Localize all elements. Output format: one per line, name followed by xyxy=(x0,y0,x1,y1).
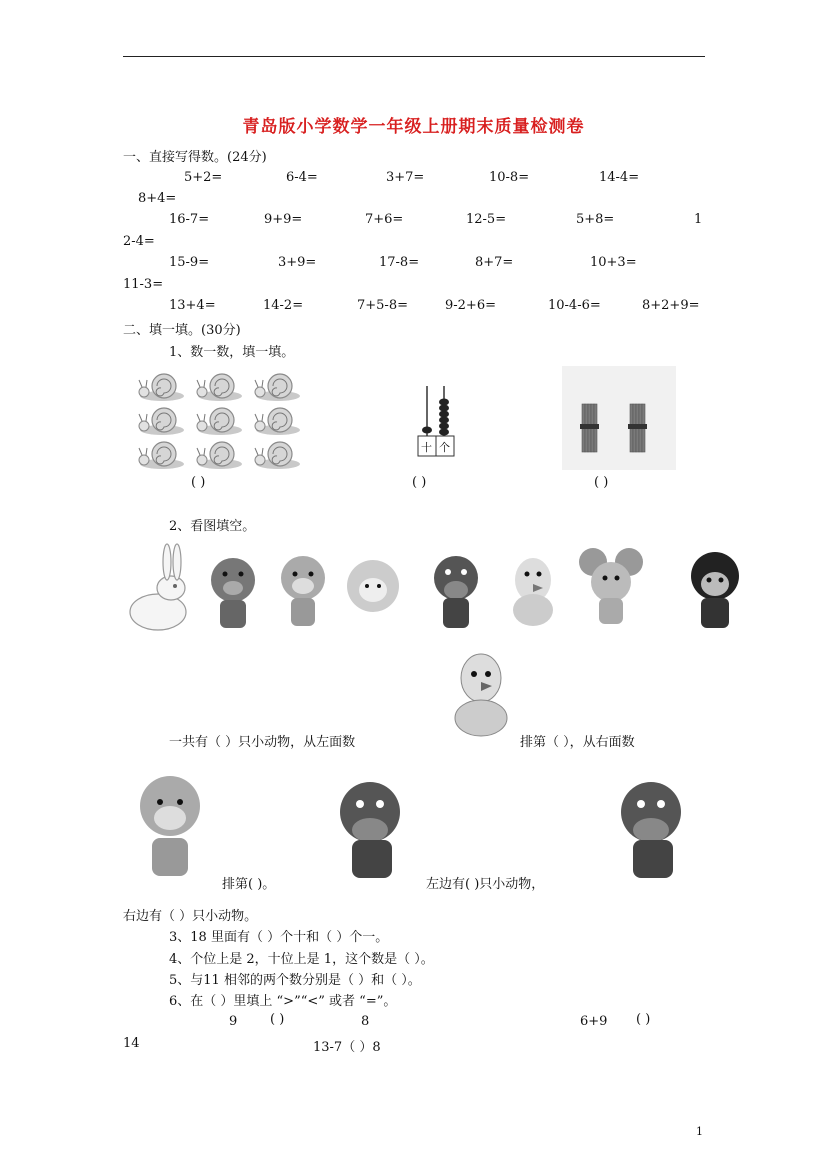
problem: 14-2= xyxy=(263,298,304,313)
problem: 10-4-6= xyxy=(548,298,601,313)
question-5: 5、与11 相邻的两个数分别是（ ）和（ ）。 xyxy=(169,973,421,988)
question-3: 3、18 里面有（ ）个十和（ ）个一。 xyxy=(169,930,389,945)
page-title: 青岛版小学数学一年级上册期末质量检测卷 xyxy=(242,117,585,137)
header-rule xyxy=(123,56,705,57)
abacus-ones-label: 个 xyxy=(439,441,450,454)
question-2-label: 2、看图填空。 xyxy=(169,519,256,534)
problem: 5+8= xyxy=(576,212,615,227)
question-2-text: 左边有( )只小动物， xyxy=(426,877,545,892)
problem: 9+9= xyxy=(264,212,303,227)
problem-fragment: 1 xyxy=(694,212,703,227)
problem: 13+4= xyxy=(169,298,216,313)
problem: 8+4= xyxy=(138,191,177,206)
page-number: 1 xyxy=(696,1125,703,1138)
problem: 15-9= xyxy=(169,255,210,270)
compare-left: 9 xyxy=(229,1014,238,1029)
animal-row-image xyxy=(123,540,768,636)
problem-fragment: 2-4= xyxy=(123,234,155,249)
answer-blank[interactable]: ( ) xyxy=(594,475,609,490)
mouse-icon xyxy=(579,548,643,624)
compare-blank[interactable]: ( ) xyxy=(270,1012,285,1027)
sheep-icon xyxy=(347,560,399,612)
pig-icon xyxy=(211,558,255,628)
question-2-text: 排第( )。 xyxy=(222,877,276,892)
problem: 3+7= xyxy=(386,170,425,185)
problem: 10+3= xyxy=(590,255,637,270)
section1-heading: 一、直接写得数。(24分) xyxy=(123,150,267,165)
question-2-text: 右边有（ ）只小动物。 xyxy=(123,909,258,924)
tiger-icon xyxy=(128,766,214,882)
compare-right: 8 xyxy=(361,1014,370,1029)
problem: 5+2= xyxy=(184,170,223,185)
compare-left: 6+9 xyxy=(580,1014,608,1029)
problem: 6-4= xyxy=(286,170,318,185)
question-2-text: 一共有（ ）只小动物，从左面数 xyxy=(169,735,356,750)
problem: 8+2+9= xyxy=(642,298,700,313)
problem: 11-3= xyxy=(123,277,164,292)
problem: 10-8= xyxy=(489,170,530,185)
section2-heading: 二、填一填。(30分) xyxy=(123,323,241,338)
problem: 8+7= xyxy=(475,255,514,270)
tiger-icon xyxy=(281,556,325,626)
cow-icon xyxy=(322,772,422,882)
cow-icon xyxy=(434,556,478,628)
problem: 12-5= xyxy=(466,212,507,227)
stick-bundles-image xyxy=(562,366,676,470)
problem: 7+5-8= xyxy=(357,298,408,313)
abacus-tens-label: 十 xyxy=(421,441,432,454)
problem: 9-2+6= xyxy=(445,298,496,313)
chick-icon xyxy=(444,648,518,740)
compare-blank[interactable]: ( ) xyxy=(636,1012,651,1027)
problem: 14-4= xyxy=(599,170,640,185)
answer-blank[interactable]: ( ) xyxy=(412,475,427,490)
chick-icon xyxy=(513,558,553,626)
question-2-text: 排第（ ），从右面数 xyxy=(520,735,635,750)
question-1-label: 1、数一数，填一填。 xyxy=(169,345,295,360)
problem: 17-8= xyxy=(379,255,420,270)
rabbit-icon xyxy=(130,544,186,630)
cow-icon xyxy=(603,772,701,882)
problem: 16-7= xyxy=(169,212,210,227)
snail-group-image xyxy=(130,370,310,472)
monkey-icon xyxy=(691,552,739,628)
problem: 7+6= xyxy=(365,212,404,227)
problem: 3+9= xyxy=(278,255,317,270)
compare-expression: 13-7（ ）8 xyxy=(313,1040,381,1055)
answer-blank[interactable]: ( ) xyxy=(191,475,206,490)
compare-right: 14 xyxy=(123,1036,140,1051)
abacus-image xyxy=(410,380,460,460)
question-6-label: 6、在（ ）里填上 “>”“<” 或者 “=”。 xyxy=(169,994,397,1009)
question-4: 4、个位上是 2，十位上是 1，这个数是（ ）。 xyxy=(169,952,434,967)
